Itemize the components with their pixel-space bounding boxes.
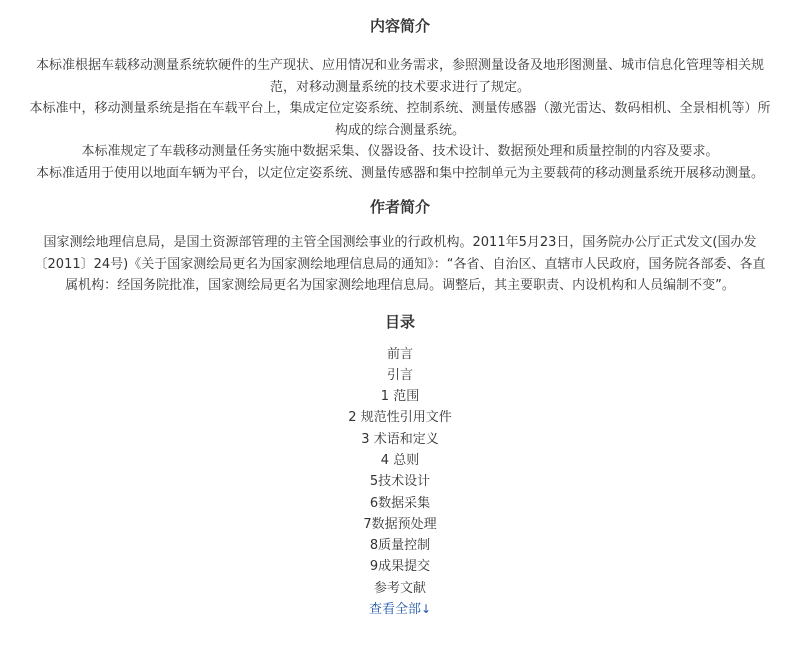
author-title: 作者简介	[369, 198, 430, 216]
toc-item: 4 总则	[380, 452, 420, 468]
intro-body	[0, 55, 800, 184]
intro-line: 范，对移动测量系统的技术要求进行了规定。	[269, 79, 530, 95]
intro-line: 构成的综合测量系统。	[334, 122, 465, 138]
toc-item: 3 术语和定义	[361, 431, 439, 447]
toc-item: 1 范围	[380, 389, 420, 405]
toc-item: 5技术设计	[369, 474, 431, 490]
author-line: 属机构：经国务院批准，国家测绘局更名为国家测绘地理信息局。调整后，其主要职责、内设机构和人员编制不变”。	[65, 278, 735, 293]
toc-item: 7数据预处理	[363, 516, 437, 532]
toc-item: 9成果提交	[369, 559, 431, 575]
toc-item: 6数据采集	[369, 495, 431, 511]
intro-line: 本标准规定了车载移动测量任务实施中数据采集、仪器设备、技术设计、数据预处理和质量控制的内容及要求。	[81, 144, 719, 159]
author-body	[0, 232, 800, 297]
intro-title: 内容简介	[369, 17, 430, 35]
intro-line: 本标准中，移动测量系统是指在车载平台上，集成定位定姿系统、控制系统、测量传感器（激光雷达、数码相机、全景相机等）所	[29, 101, 771, 116]
view-all-label: 查看全部	[368, 602, 421, 618]
toc-item: 2 规范性引用文件	[348, 410, 452, 426]
toc-item: 前言	[386, 346, 413, 362]
author-line: 〔2011〕24号)《关于国家测绘局更名为国家测绘地理信息局的通知》：“各省、自治区、直辖市人民政府，国务院各部委、各直	[34, 256, 766, 272]
toc-item: 引言	[386, 367, 413, 383]
intro-line: 本标准适用于使用以地面车辆为平台，以定位定姿系统、测量传感器和集中控制单元为主要载荷的移动测量系统开展移动测量。	[35, 165, 764, 181]
toc-item: 参考文献	[373, 580, 426, 596]
view-all-link[interactable]	[0, 599, 800, 620]
toc-title: 目录	[384, 312, 415, 331]
toc-item: 8质量控制	[369, 538, 431, 554]
toc-list	[0, 344, 800, 600]
intro-line: 本标准根据车载移动测量系统软硬件的生产现状、应用情况和业务需求，参照测量设备及地形图测量、城市信息化管理等相关规	[35, 58, 764, 73]
author-line: 国家测绘地理信息局，是国土资源部管理的主管全国测绘事业的行政机构。2011年5月23日，国务院办公厅正式发文(国办发	[43, 235, 757, 250]
down-arrow-icon: ↓	[420, 602, 432, 617]
